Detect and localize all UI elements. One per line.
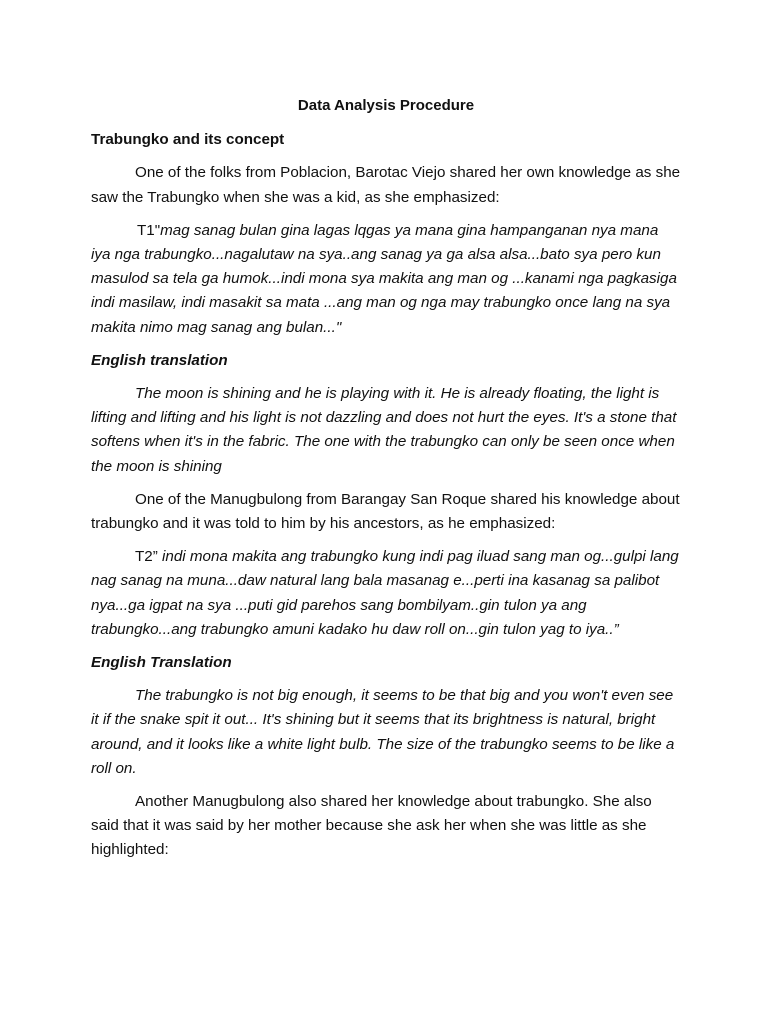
quote-t1-label: T1" — [137, 221, 161, 239]
quote-t1 — [91, 219, 681, 340]
quote-t2-label: T2” — [135, 548, 158, 566]
quote-t2 — [91, 545, 681, 642]
document-page — [91, 94, 681, 872]
quote-t2-text: indi mona makita ang trabungko kung indi pag iluad sang man og...gulpi lang nag sanag na muna...daw natural lang bala masanag e...perti ina kasanag sa palibot nya...ga igpat na sya ...puti gid parehos sang bombilyam..gin tulon ya ang trabungko...ang trabungko amuni kadako hu daw roll on...gin tulon yag to iya..” — [91, 548, 679, 638]
translation-t2: The trabungko is not big enough, it seems to be that big and you won't even see it if the snake spit it out... It's shining but it seems that its brightness is natural, bright around, and it looks like a white light bulb. The size of the trabungko seems to be like a roll on. — [91, 687, 675, 777]
paragraph-intro-t1: One of the folks from Poblacion, Barotac Viejo shared her own knowledge as she saw the Trabungko when she was a kid, as she emphasized: — [91, 164, 681, 206]
translation-heading-2: English Translation — [91, 654, 232, 672]
paragraph-intro-t2: One of the Manugbulong from Barangay San Roque shared his knowledge about trabungko and it was told to him by his ancestors, as he emphasized: — [91, 490, 680, 533]
translation-t1: The moon is shining and he is playing with it. He is already floating, the light is lifting and lifting and his light is not dazzling and does not hurt the eyes. It's a stone that softens when it's in the fabric. The one with the trabungko can only be seen once when the moon is shining — [91, 385, 677, 475]
document-title: Data Analysis Procedure — [297, 97, 475, 114]
section-heading: Trabungko and its concept — [91, 131, 285, 149]
translation-heading-1: English translation — [91, 351, 228, 369]
paragraph-intro-t3: Another Manugbulong also shared her knowledge about trabungko. She also said that it was said by her mother because she ask her when she was little as she highlighted: — [91, 793, 652, 859]
quote-t1-text: mag sanag bulan gina lagas lqgas ya mana gina hampanganan nya mana iya nga trabungko...nagalutaw na sya..ang sanag ya ga alsa alsa...bato sya pero kun masulod sa tela ga humok...indi mona sya makita ang man og ...kanami nga pagkasiga indi masilaw, indi masakit sa mata ...ang man og nga may trabungko once lang na sya makita nimo mag sanag ang bulan..." — [91, 221, 677, 336]
